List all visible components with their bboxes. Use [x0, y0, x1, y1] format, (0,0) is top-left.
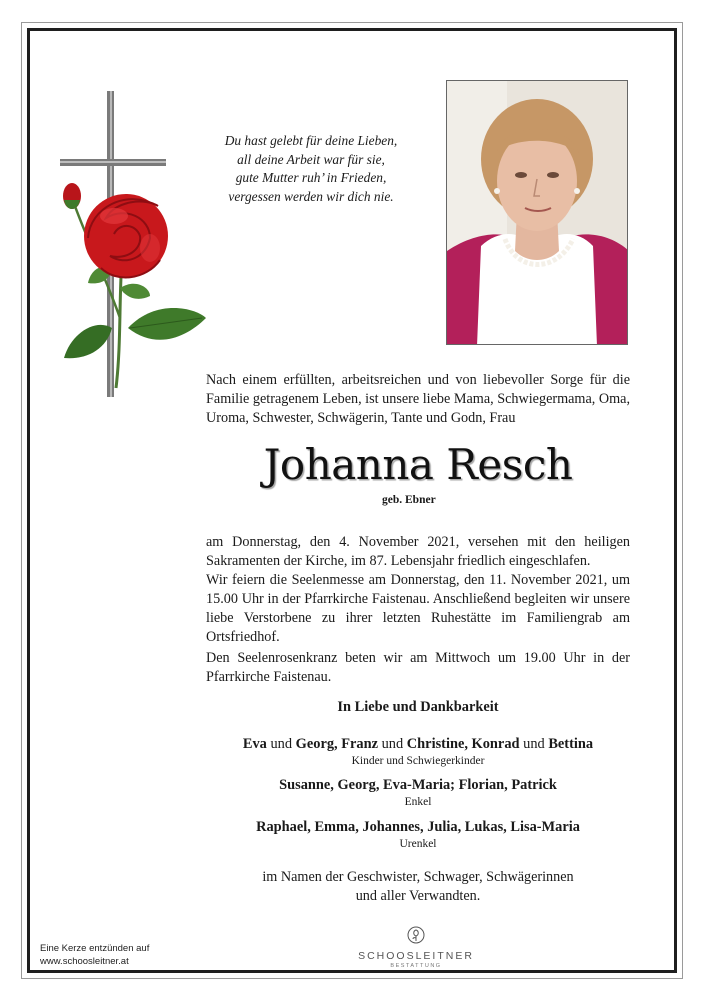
family-connector: und	[378, 736, 407, 752]
family-relation: Kinder und Schwiegerkinder	[351, 755, 485, 767]
closing-text	[190, 868, 646, 906]
family-name: Georg, Franz	[295, 736, 378, 752]
family-group-grandchildren	[190, 776, 646, 810]
family-connector: und	[266, 736, 296, 752]
family-connector: und	[519, 736, 549, 752]
portrait-photo	[446, 80, 628, 345]
footer-note	[40, 942, 149, 968]
closing-line: und aller Verwandten.	[355, 888, 481, 904]
footer-website-link[interactable]: www.schoosleitner.at	[40, 956, 129, 967]
intro-paragraph: Nach einem erfüllten, arbeitsreichen und von liebevoller Sorge für die Familie getragenem Leben, ist unsere liebe Mama, Schwiegermama, Oma, Uroma, Schwester, Schwägerin, Tante und Godn, Frau	[206, 372, 630, 426]
death-paragraph: am Donnerstag, den 4. November 2021, versehen mit den heiligen Sakramenten der Kirche, im 87. Lebensjahr friedlich eingeschlafen.	[206, 534, 630, 569]
family-group-great-grandchildren	[190, 818, 646, 852]
thanks-heading: In Liebe und Dankbarkeit	[337, 699, 499, 715]
family-names	[190, 776, 646, 795]
family-group-children	[190, 735, 646, 769]
funeral-home-logo	[346, 926, 486, 969]
family-name: Christine, Konrad	[406, 736, 520, 752]
family-name: Raphael, Emma, Johannes, Julia, Lukas, Lisa-Maria	[256, 819, 580, 835]
family-name: Susanne, Georg, Eva-Maria; Florian, Patrick	[279, 777, 557, 793]
cross-with-rose-image	[46, 88, 216, 400]
family-names	[190, 818, 646, 837]
verse-line: all deine Arbeit war für sie,	[237, 151, 385, 167]
logo-name: SCHOOSLEITNER	[358, 950, 474, 962]
footer-candle-text: Eine Kerze entzünden auf	[40, 943, 150, 954]
deceased-name: Johanna Resch	[263, 440, 573, 489]
family-name: Eva	[242, 736, 267, 752]
rose-logo-icon	[407, 926, 425, 944]
verse-line: Du hast gelebt für deine Lieben,	[224, 133, 398, 148]
verse-line: vergessen werden wir dich nie.	[228, 188, 394, 204]
family-relation: Enkel	[404, 796, 432, 808]
maiden-name: geb. Ebner	[382, 494, 436, 506]
family-names	[190, 735, 646, 754]
family-name: Bettina	[548, 736, 594, 752]
logo-subtitle: BESTATTUNG	[390, 963, 442, 969]
rosary-paragraph: Den Seelenrosenkranz beten wir am Mittwoch um 19.00 Uhr in der Pfarrkirche Faistenau.	[206, 650, 630, 685]
verse-line: gute Mutter ruh’ in Frieden,	[235, 170, 387, 186]
verse	[192, 132, 430, 206]
closing-line: im Namen der Geschwister, Schwager, Schwägerinnen	[262, 869, 574, 885]
funeral-mass-paragraph: Wir feiern die Seelenmesse am Donnerstag, den 11. November 2021, um 15.00 Uhr in der Pfarrkirche Faistenau. Anschließend begleiten wir unsere liebe Verstorbene zu ihrer letzten Ruhestätte im Familiengrab am Ortsfriedhof.	[206, 572, 630, 645]
family-relation: Urenkel	[399, 838, 437, 850]
